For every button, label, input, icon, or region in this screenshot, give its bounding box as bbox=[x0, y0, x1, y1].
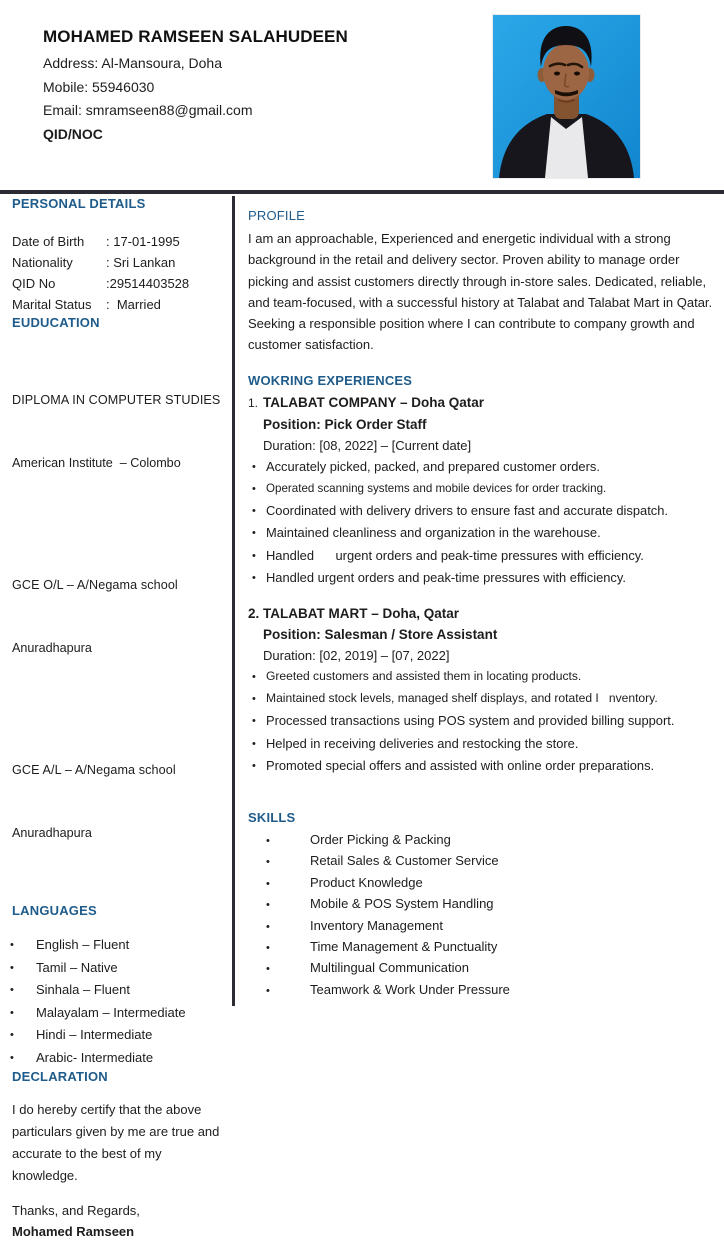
language-label: English – Fluent bbox=[36, 937, 130, 952]
skill-label: Multilingual Communication bbox=[310, 960, 469, 976]
job-company: TALABAT MART – Doha, Qatar bbox=[263, 606, 460, 621]
skill-label: Order Picking & Packing bbox=[310, 832, 451, 848]
profile-title: PROFILE bbox=[248, 208, 306, 223]
education-entry bbox=[12, 348, 224, 516]
language-label: Arabic- Intermediate bbox=[36, 1049, 154, 1065]
skill-item bbox=[248, 958, 714, 979]
job-header bbox=[248, 392, 714, 414]
job-bullet-item bbox=[248, 733, 714, 755]
language-item bbox=[12, 1024, 224, 1047]
language-label: Tamil – Native bbox=[36, 959, 118, 975]
job-bullet-text: Accurately picked, packed, and prepared customer orders. bbox=[266, 458, 600, 474]
horizontal-divider bbox=[0, 190, 724, 194]
skill-item bbox=[248, 830, 714, 851]
bullet-icon: • bbox=[252, 693, 256, 706]
job-number: 2. bbox=[248, 606, 260, 621]
resume-header bbox=[43, 27, 463, 146]
bullet-icon: • bbox=[252, 505, 256, 518]
job-header bbox=[248, 603, 714, 624]
job-bullet-item bbox=[248, 478, 714, 500]
declaration-title: DECLARATION bbox=[12, 1069, 108, 1084]
detail-value: : 17-01-1995 bbox=[106, 234, 180, 249]
detail-value: :29514403528 bbox=[106, 276, 190, 291]
job-bullet-text: Greeted customers and assisted them in locating products. bbox=[266, 669, 582, 683]
detail-label: Nationality bbox=[12, 255, 73, 270]
language-item bbox=[12, 1047, 224, 1070]
bullet-icon: • bbox=[252, 527, 256, 540]
bullet-icon: • bbox=[252, 460, 256, 473]
job-bullets bbox=[248, 666, 714, 777]
language-label: Malayalam – Intermediate bbox=[36, 1004, 186, 1020]
job-position: Position: Pick Order Staff bbox=[263, 416, 427, 432]
education-institution: Anuradhapura bbox=[12, 826, 92, 840]
education-entry bbox=[12, 718, 224, 886]
skill-label: Inventory Management bbox=[310, 917, 443, 933]
bullet-icon: • bbox=[252, 759, 256, 772]
bullet-icon: • bbox=[266, 920, 270, 933]
language-item bbox=[12, 934, 224, 957]
job-bullet-item bbox=[248, 545, 714, 567]
job-bullet-text: Maintained cleanliness and organization in the warehouse. bbox=[266, 525, 601, 541]
job-bullets bbox=[248, 456, 714, 589]
bullet-icon: • bbox=[266, 877, 270, 890]
personal-detail-row bbox=[12, 231, 224, 252]
job-bullet-item bbox=[248, 456, 714, 478]
skill-item bbox=[248, 916, 714, 937]
languages-title: LANGUAGES bbox=[12, 903, 97, 918]
job-duration: Duration: [08, 2022] – [Current date] bbox=[263, 437, 472, 453]
job-bullet-text: Processed transactions using POS system and provided billing support. bbox=[266, 713, 675, 729]
personal-detail-row bbox=[12, 252, 224, 273]
education-entry bbox=[12, 533, 224, 701]
skill-label: Product Knowledge bbox=[310, 874, 423, 890]
job-company: TALABAT COMPANY – Doha Qatar bbox=[263, 394, 485, 410]
education-title: EUDUCATION bbox=[12, 315, 100, 330]
column-divider bbox=[232, 196, 235, 1006]
job-bullet-text: Maintained stock levels, managed shelf displays, and rotated I nventory. bbox=[266, 691, 658, 706]
skill-item bbox=[248, 980, 714, 1001]
bullet-icon: • bbox=[10, 1029, 14, 1041]
bullet-icon: • bbox=[252, 571, 256, 584]
job-entry bbox=[248, 603, 714, 777]
personal-detail-row bbox=[12, 273, 224, 294]
bullet-icon: • bbox=[10, 1006, 14, 1019]
bullet-icon: • bbox=[266, 856, 270, 869]
job-bullet-text: Helped in receiving deliveries and restocking the store. bbox=[266, 735, 579, 751]
education-qualification: GCE A/L – A/Negama school bbox=[12, 763, 176, 777]
job-bullet-text: Operated scanning systems and mobile devices for order tracking. bbox=[266, 481, 607, 495]
bullet-icon: • bbox=[266, 963, 270, 976]
portrait-image bbox=[493, 15, 640, 178]
job-number: 1. bbox=[248, 395, 259, 410]
skill-item bbox=[248, 894, 714, 915]
bullet-icon: • bbox=[10, 939, 14, 951]
job-entry bbox=[248, 392, 714, 589]
personal-details-rows bbox=[12, 231, 224, 315]
skill-label: Mobile & POS System Handling bbox=[310, 896, 494, 912]
job-bullet-item bbox=[248, 755, 714, 777]
skill-label: Retail Sales & Customer Service bbox=[310, 853, 499, 869]
languages-list bbox=[12, 934, 224, 1069]
education-entries bbox=[12, 348, 224, 886]
declaration-body: I do hereby certify that the above particulars given by me are true and accurate to the best of my knowledge. bbox=[12, 1102, 220, 1183]
job-duration: Duration: [02, 2019] – [07, 2022] bbox=[263, 648, 450, 663]
bullet-icon: • bbox=[266, 942, 270, 955]
job-bullet-text: Promoted special offers and assisted with online order preparations. bbox=[266, 757, 655, 773]
right-column bbox=[248, 200, 714, 1001]
job-bullet-text: Coordinated with delivery drivers to ensure fast and accurate dispatch. bbox=[266, 503, 668, 519]
bullet-icon: • bbox=[266, 899, 270, 912]
job-position: Position: Salesman / Store Assistant bbox=[263, 627, 498, 642]
declaration-signature: Mohamed Ramseen bbox=[12, 1224, 135, 1239]
bullet-icon: • bbox=[10, 961, 14, 974]
detail-value: : Sri Lankan bbox=[106, 255, 176, 270]
job-bullet-item bbox=[248, 688, 714, 710]
address-line: Address: Al-Mansoura, Doha bbox=[43, 55, 222, 71]
detail-label: QID No bbox=[12, 276, 56, 291]
language-item bbox=[12, 979, 224, 1002]
education-institution: American Institute – Colombo bbox=[12, 456, 181, 470]
bullet-icon: • bbox=[266, 835, 270, 848]
email-line: Email: smramseen88@gmail.com bbox=[43, 102, 253, 118]
bullet-icon: • bbox=[266, 984, 270, 997]
experience-title: WOKRING EXPERIENCES bbox=[248, 372, 413, 388]
language-label: Sinhala – Fluent bbox=[36, 982, 130, 997]
skill-item bbox=[248, 873, 714, 894]
job-bullet-item bbox=[248, 710, 714, 732]
skills-title: SKILLS bbox=[248, 810, 296, 826]
detail-label: Date of Birth bbox=[12, 234, 85, 249]
personal-details-title: PERSONAL DETAILS bbox=[12, 196, 146, 211]
skills-list bbox=[248, 830, 714, 1001]
job-bullet-item bbox=[248, 500, 714, 522]
education-institution: Anuradhapura bbox=[12, 641, 92, 655]
job-bullet-text: Handled urgent orders and peak-time pressures with efficiency. bbox=[266, 547, 644, 563]
bullet-icon: • bbox=[252, 671, 256, 683]
skill-item bbox=[248, 851, 714, 872]
job-bullet-item bbox=[248, 666, 714, 688]
skill-item bbox=[248, 937, 714, 958]
skill-label: Time Management & Punctuality bbox=[310, 939, 498, 955]
education-qualification: GCE O/L – A/Negama school bbox=[12, 578, 178, 592]
candidate-name: MOHAMED RAMSEEN SALAHUDEEN bbox=[43, 27, 348, 46]
bullet-icon: • bbox=[252, 737, 256, 750]
language-item bbox=[12, 957, 224, 980]
mobile-line: Mobile: 55946030 bbox=[43, 78, 155, 95]
jobs-list bbox=[248, 392, 714, 777]
bullet-icon: • bbox=[252, 549, 256, 562]
detail-label: Marital Status bbox=[12, 297, 92, 312]
skill-label: Teamwork & Work Under Pressure bbox=[310, 981, 510, 997]
job-bullet-item bbox=[248, 567, 714, 589]
qid-noc-line: QID/NOC bbox=[43, 125, 103, 142]
education-qualification: DIPLOMA IN COMPUTER STUDIES bbox=[12, 393, 221, 407]
declaration-thanks: Thanks, and Regards, bbox=[12, 1203, 140, 1218]
bullet-icon: • bbox=[252, 715, 256, 728]
job-bullet-item bbox=[248, 522, 714, 544]
language-item bbox=[12, 1002, 224, 1025]
personal-detail-row bbox=[12, 294, 224, 315]
left-column bbox=[12, 196, 224, 1242]
bullet-icon: • bbox=[10, 1051, 14, 1064]
detail-value: : Married bbox=[106, 297, 161, 312]
profile-body: I am an approachable, Experienced and energetic individual with a strong background in the retail and delivery sector. Proven ability to manage order picking and assist customers directly through in-store sales. Dedicated, reliable, and team-focused, with a successful history at Talabat and Talabat Mart in Qatar. Seeking a responsible position where I can contribute to company growth and customer satisfaction. bbox=[248, 231, 713, 353]
language-label: Hindi – Intermediate bbox=[36, 1027, 153, 1042]
profile-photo bbox=[493, 15, 640, 178]
bullet-icon: • bbox=[252, 482, 256, 495]
bullet-icon: • bbox=[10, 984, 14, 996]
job-bullet-text: Handled urgent orders and peak-time pressures with efficiency. bbox=[266, 569, 626, 585]
